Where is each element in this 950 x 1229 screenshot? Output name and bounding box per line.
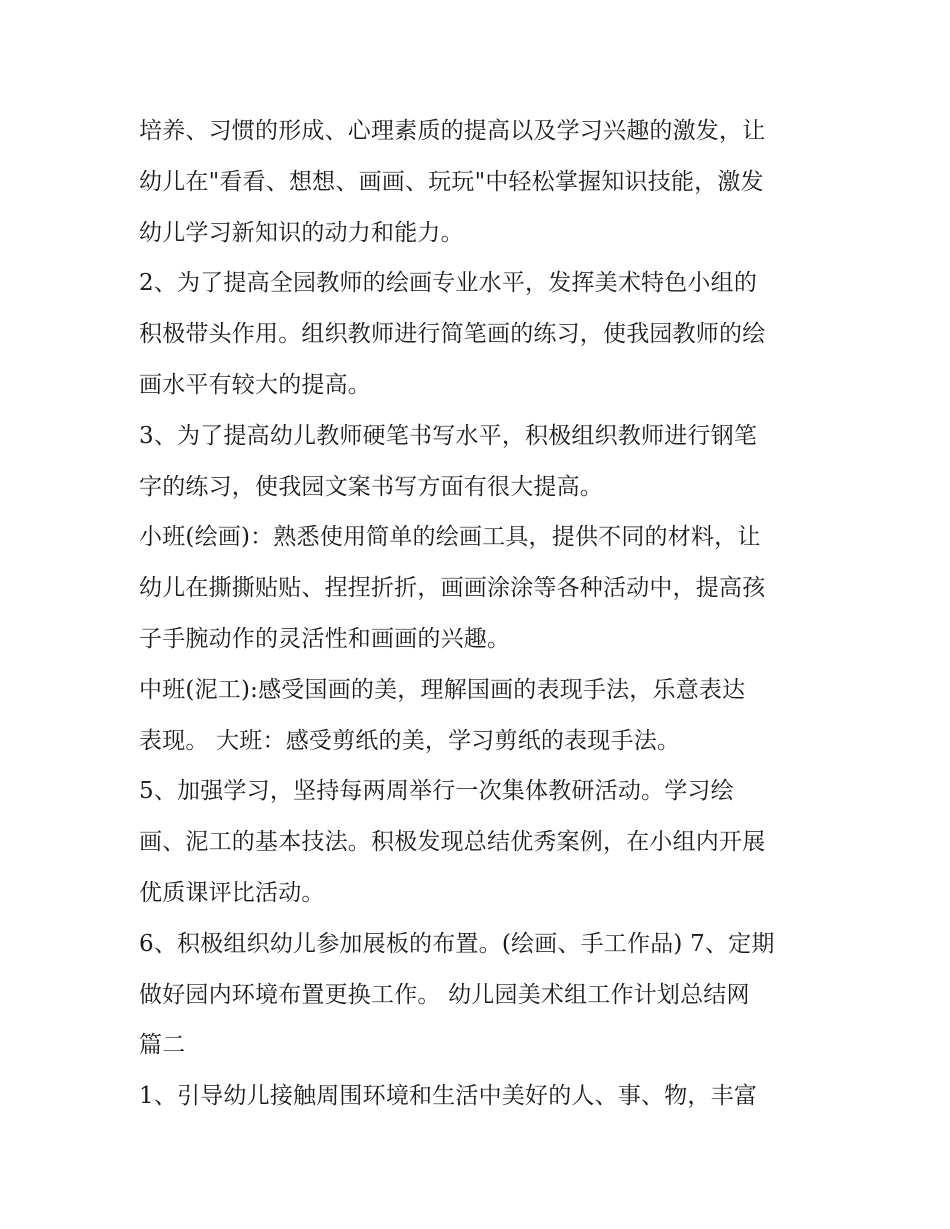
text-line: 5、加强学习，坚持每两周举行一次集体教研活动。学习绘 [139,778,734,805]
text-line: 小班(绘画)：熟悉使用简单的绘画工具，提供不同的材料，让 [139,524,761,551]
text-line: 幼儿学习新知识的动力和能力。 [139,219,464,246]
text-line: 做好园内环境布置更换工作。 幼儿园美术组工作计划总结网 [139,981,750,1008]
text-line: 2、为了提高全园教师的绘画专业水平，发挥美术特色小组的 [139,270,758,297]
text-line: 6、积极组织幼儿参加展板的布置。(绘画、手工作品) 7、定期 [139,930,775,957]
text-line: 字的练习，使我园文案书写方面有很大提高。 [139,473,603,500]
text-line: 表现。 大班：感受剪纸的美，学习剪纸的表现手法。 [139,727,681,754]
text-line: 篇二 [139,1032,186,1059]
text-line: 幼儿在"看看、想想、画画、玩玩"中轻松掌握知识技能，激发 [139,168,764,195]
text-line: 子手腕动作的灵活性和画画的兴趣。 [139,625,511,652]
text-line: 积极带头作用。组织教师进行简笔画的练习，使我园教师的绘 [139,321,766,348]
text-line: 优质课评比活动。 [139,879,325,906]
text-line: 画水平有较大的提高。 [139,371,371,398]
document-body [139,106,829,1122]
text-line: 画、泥工的基本技法。积极发现总结优秀案例，在小组内开展 [139,829,766,856]
text-line: 3、为了提高幼儿教师硬笔书写水平，积极组织教师进行钢笔 [139,422,758,449]
text-line: 1、引导幼儿接触周围环境和生活中美好的人、事、物，丰富 [139,1083,758,1110]
text-line: 中班(泥工):感受国画的美，理解国画的表现手法，乐意表达 [139,676,746,703]
text-line: 培养、习惯的形成、心理素质的提高以及学习兴趣的激发，让 [139,118,766,144]
text-line: 幼儿在撕撕贴贴、捏捏折折，画画涂涂等各种活动中，提高孩 [139,575,766,602]
